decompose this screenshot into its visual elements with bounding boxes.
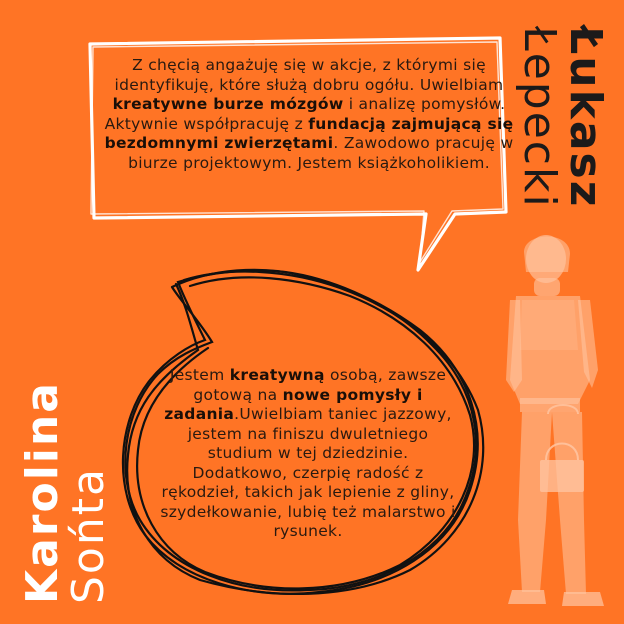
lukasz-bio-highlight: kreatywne burze mózgów (112, 95, 344, 113)
karolina-bio-highlight: kreatywną (229, 366, 325, 384)
karolina-bio-part: .Uwielbiam taniec jazzowy, jestem na finiszu dwuletniego studium w tej dziedzinie. Dodatkowo, czerpię radość z rękodzieł, takich jak lepienie z gliny, szydełkowanie, lubię też malarstwo i rysunek. (160, 405, 456, 540)
lukasz-bio (104, 56, 514, 173)
person-figure (506, 235, 604, 606)
lukasz-bio-highlight: fundacją zajmującą się bezdomnymi zwierzętami (104, 114, 514, 152)
karolina-first-name: Karolina (17, 381, 68, 604)
karolina-name (17, 381, 114, 604)
karolina-bio-highlight: nowe pomysły i zadania (164, 385, 423, 423)
karolina-last-name: Sońta (63, 467, 114, 604)
lukasz-last-name: Łepecki (514, 26, 565, 209)
karolina-bio (158, 366, 458, 542)
karolina-bio-part: Jestem (169, 366, 230, 384)
lukasz-bio-part: Z chęcią angażuję się w akcje, z którymi się identyfikuję, które służą dobru ogółu. Uwielbiam (114, 56, 504, 94)
karolina-bio-part: osobą, zawsze gotową na (193, 366, 447, 404)
lukasz-bio-part: . Zawodowo pracuję w biurze projektowym. Jestem książkoholikiem. (128, 134, 514, 172)
lukasz-name (514, 26, 611, 209)
lukasz-first-name: Łukasz (560, 26, 611, 209)
lukasz-bio-part: i analizę pomysłów. Aktywnie współpracuję z (104, 95, 506, 133)
